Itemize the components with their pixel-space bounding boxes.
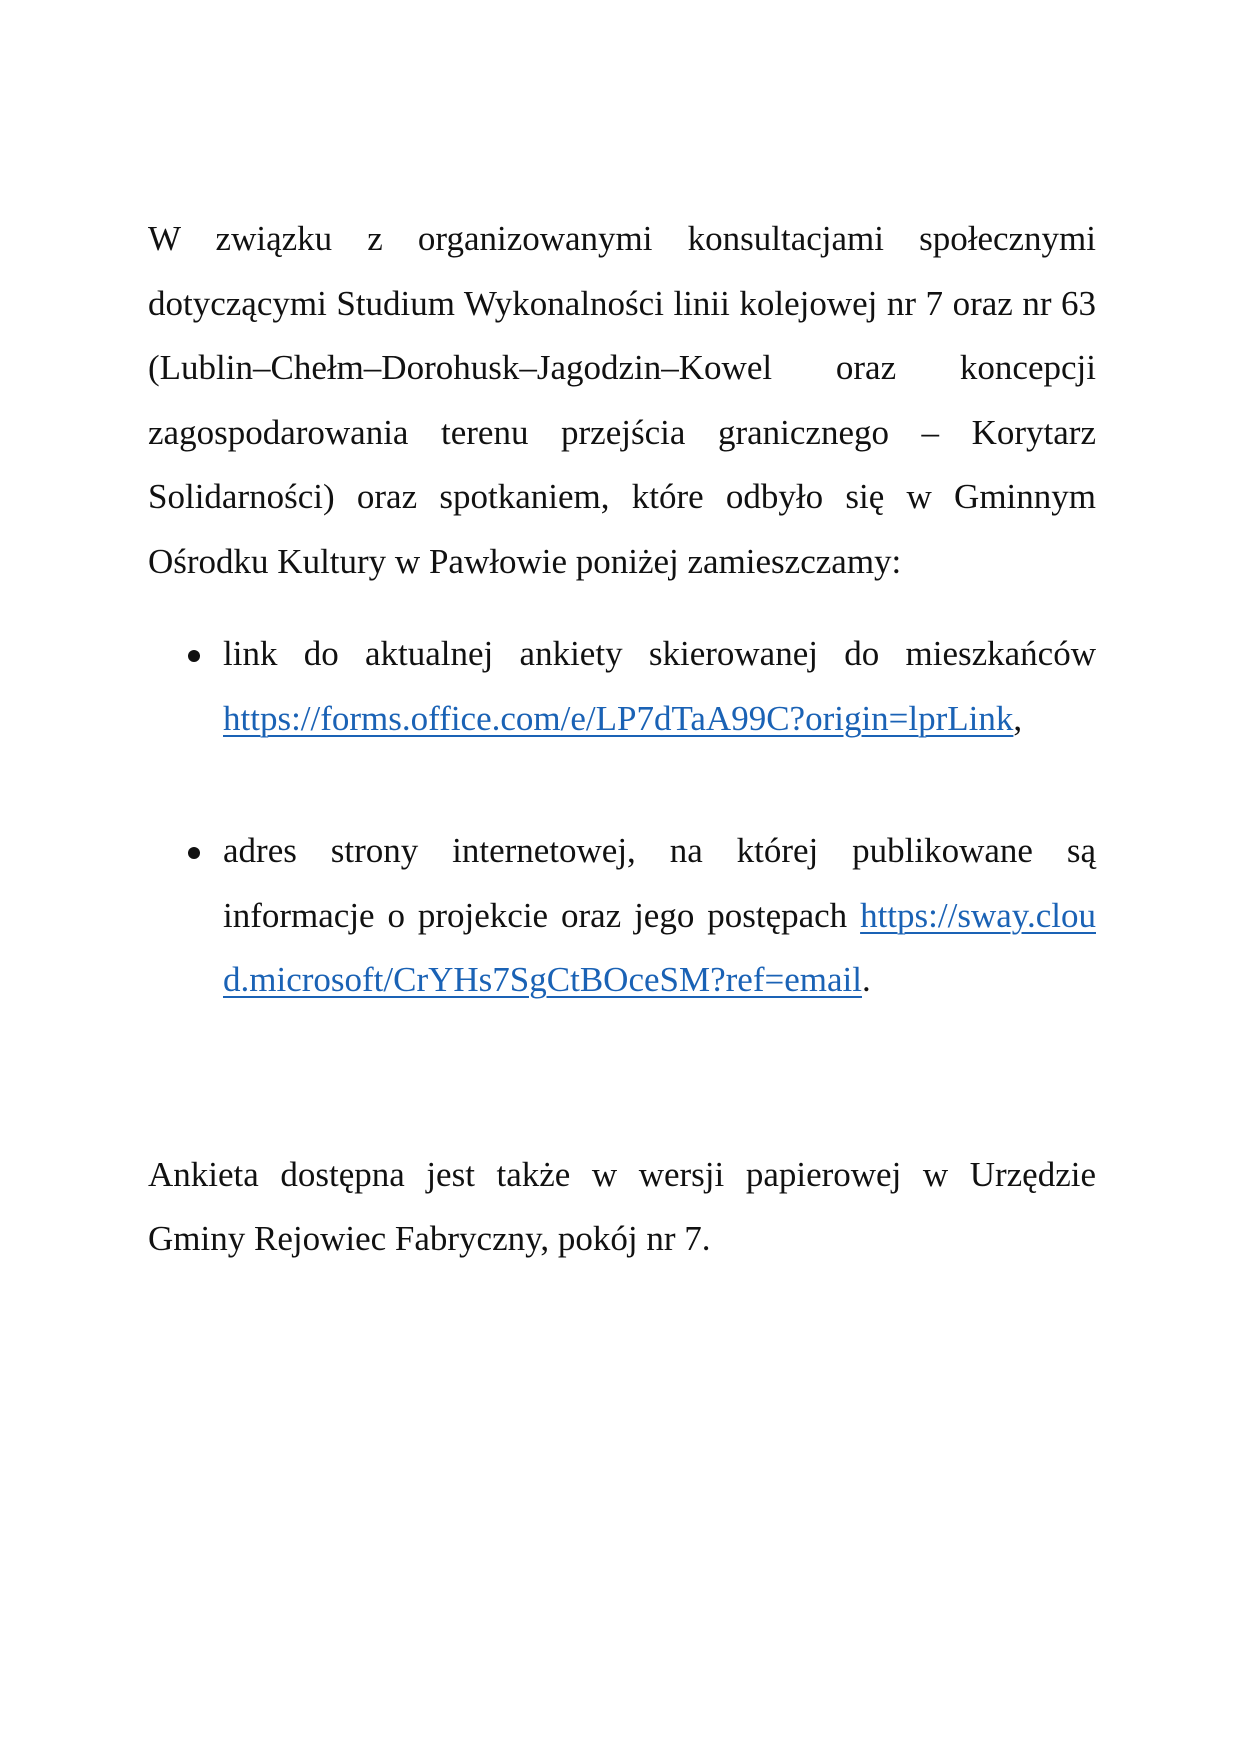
- list-item-website: [148, 819, 1096, 1013]
- document-page: [148, 207, 1096, 1272]
- website-link-suffix: .: [861, 960, 871, 999]
- intro-paragraph: W związku z organizowanymi konsultacjami społecznymi dotyczącymi Studium Wykonalności linii kolejowej nr 7 oraz nr 63 (Lublin–Chełm–Dorohusk–Jagodzin–Kowel oraz koncepcji zagospodarowania terenu przejścia granicznego – Korytarz Solidarności) oraz spotkaniem, które odbyło się w Gminnym Ośrodku Kultury w Pawłowie poniżej zamieszczamy:: [148, 219, 1096, 581]
- list-item-survey: [148, 622, 1096, 751]
- closing-paragraph: Ankieta dostępna jest także w wersji papierowej w Urzędzie Gminy Rejowiec Fabryczny, pokój nr 7.: [148, 1154, 1096, 1258]
- survey-link[interactable]: https://forms.office.com/e/LP7dTaA99C?origin=lprLink: [223, 698, 1014, 738]
- bullet-dot-icon: [188, 847, 200, 859]
- survey-link-description: link do aktualnej ankiety skierowanej do mieszkańców: [223, 634, 1096, 673]
- website-link[interactable]: https://sway.cloud.microsoft/CrYHs7SgCtBOceSM?ref=email: [223, 895, 1096, 999]
- bullet-dot-icon: [188, 650, 200, 662]
- survey-link-suffix: ,: [1013, 698, 1023, 738]
- website-link-description: adres strony internetowej, na której publikowane są informacje o projekcie oraz jego postępach: [223, 831, 1096, 935]
- link-list: [148, 622, 1096, 1013]
